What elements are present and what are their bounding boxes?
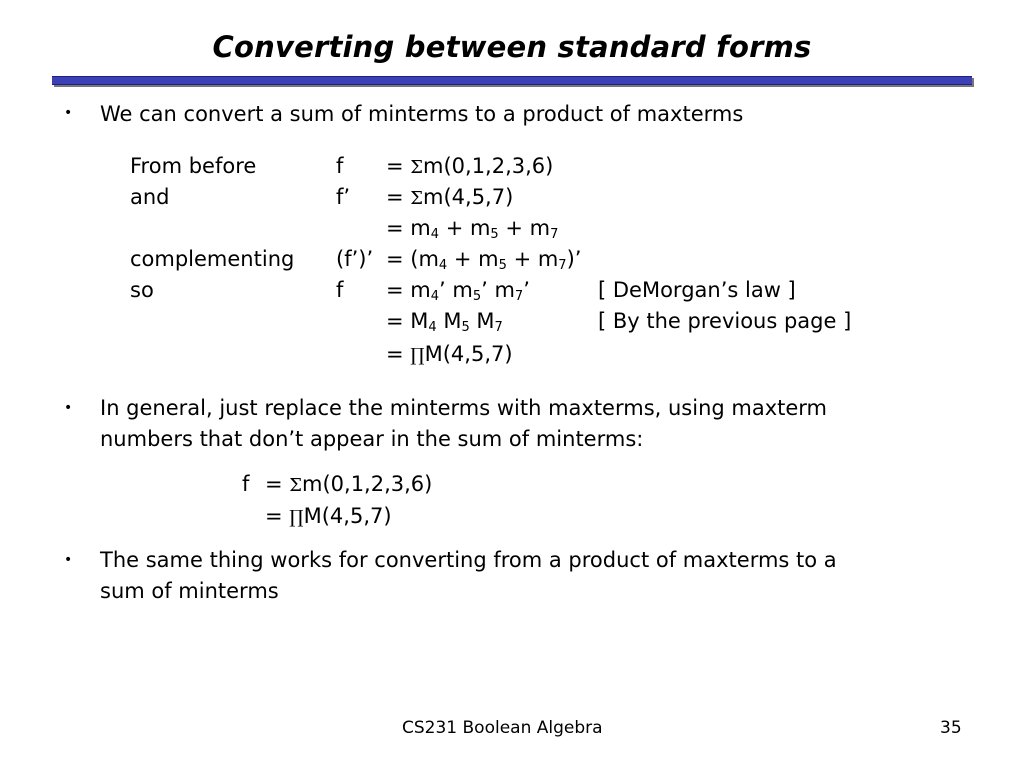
bullet-text-2 — [100, 393, 960, 455]
bullet-line: sum of minterms — [100, 579, 279, 603]
product-symbol: ∏ — [410, 345, 425, 366]
derivation-expr: = $(m_4 + m_5 + m_7)$’ — [386, 247, 582, 273]
derivation-expr: = $M_4$ $M_5$ $M_7$ — [386, 309, 503, 335]
derivation-var: (f’)’ — [336, 247, 374, 271]
sigma-symbol: Σ — [289, 475, 303, 496]
derivation-expr: = ∏M(4,5,7) — [386, 342, 513, 366]
derivation-var: f — [336, 278, 344, 302]
derivation-expr: = $m_4$’ $m_5$’ $m_7$’ — [386, 278, 530, 304]
example-expr: = ∏M(4,5,7) — [265, 504, 392, 528]
derivation-note: [ By the previous page ] — [598, 309, 852, 333]
footer-course: CS231 Boolean Algebra — [402, 718, 603, 738]
bullet-text-1 — [100, 99, 960, 130]
bullet-line: The same thing works for converting from a product of maxterms to a — [100, 548, 837, 572]
bullet-text-3 — [100, 545, 960, 607]
bullet-line: In general, just replace the minterms with maxterms, using maxterm — [100, 396, 828, 420]
derivation-label: From before — [130, 154, 257, 178]
bullet-marker: • — [64, 552, 73, 568]
derivation-expr: = Σm(0,1,2,3,6) — [386, 154, 554, 178]
product-symbol: ∏ — [289, 507, 304, 528]
derivation-expr: = Σm(4,5,7) — [386, 185, 514, 209]
derivation-var: f — [336, 154, 344, 178]
footer-page-number: 35 — [940, 718, 962, 738]
bullet-marker: • — [64, 105, 73, 121]
bullet-line: We can convert a sum of minterms to a product of maxterms — [100, 102, 744, 126]
bullet-marker: • — [64, 400, 73, 416]
derivation-expr: = $m_4 + m_5 + m_7$ — [386, 216, 559, 242]
derivation-label: so — [130, 278, 154, 302]
derivation-note: [ DeMorgan’s law ] — [598, 278, 796, 302]
example-expr: = Σm(0,1,2,3,6) — [265, 472, 433, 496]
example-var: f — [242, 472, 250, 496]
slide-title: Converting between standard forms — [212, 30, 812, 64]
bullet-line: numbers that don’t appear in the sum of minterms: — [100, 427, 644, 451]
derivation-label: complementing — [130, 247, 295, 271]
derivation-label: and — [130, 185, 170, 209]
sigma-symbol: Σ — [410, 188, 424, 209]
title-divider — [52, 76, 972, 85]
sigma-symbol: Σ — [410, 157, 424, 178]
derivation-var: f’ — [336, 185, 351, 209]
